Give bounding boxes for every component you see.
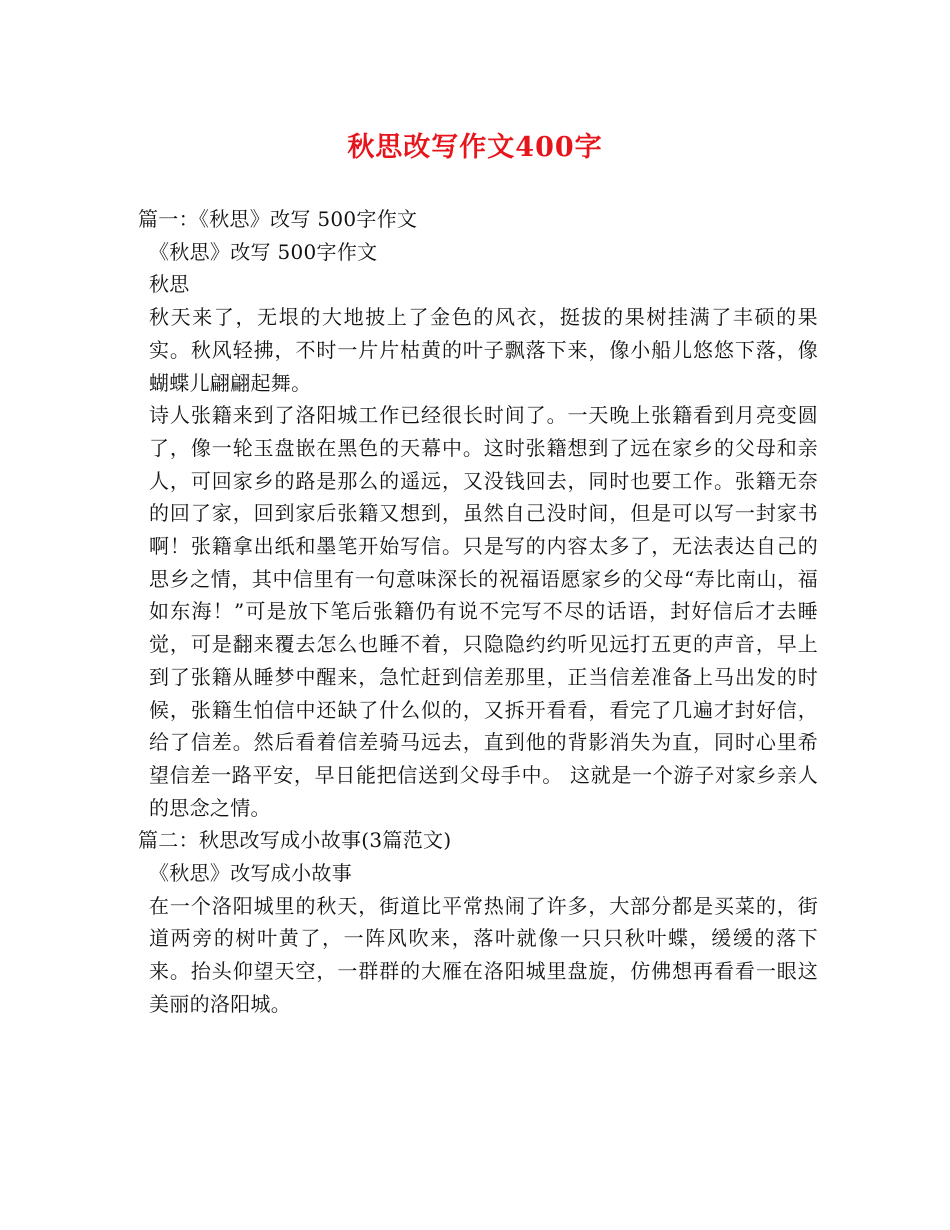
paragraph-text-1: 秋天来了，无垠的大地披上了金色的风衣，挺拔的果树挂满了丰硕的果实。秋风轻拂，不时一片片枯黄的叶子飘落下来，像小船儿悠悠下落，像蝴蝶儿翩翩起舞。 bbox=[149, 305, 818, 395]
paragraph-text-2: 诗人张籍来到了洛阳城工作已经很长时间了。一天晚上张籍看到月亮变圆了，像一轮玉盘嵌在黑色的天幕中。这时张籍想到了远在家乡的父母和亲人，可回家乡的路是那么的遥远，又没钱回去，同时也要工作。张籍无奈的回了家，回到家后张籍又想到，虽然自己没时间，但是可以写一封家书啊！张籍拿出纸和墨笔开始写信。只是写的内容太多了，无法表达自己的思乡之情，其中信里有一句意味深长的祝福语愿家乡的父母“寿比南山，福如东海！”可是放下笔后张籍仍有说不完写不尽的话语，封好信后才去睡觉，可是翻来覆去怎么也睡不着，只隐隐约约听见远打五更的声音，早上到了张籍从睡梦中醒来，急忙赶到信差那里，正当信差准备上马出发的时候，张籍生怕信中还缺了什么似的，又拆开看看，看完了几遍才封好信，给了信差。然后看着信差骑马远去，直到他的背影消失为直，同时心里希望信差一路平安，早日能把信送到父母手中。 这就是一个游子对家乡亲人的思念之情。 bbox=[149, 403, 818, 820]
paragraph-subtitle-1: 《秋思》改写 500字作文 bbox=[149, 239, 378, 264]
document-body bbox=[138, 203, 818, 1021]
paragraph-heading-1: 篇一：《秋思》改写 500字作文 bbox=[138, 207, 418, 231]
paragraph-heading-2: 篇二：秋思改写成小故事(3篇范文) bbox=[138, 828, 452, 853]
paragraph-subtitle-2: 《秋思》改写成小故事 bbox=[149, 861, 352, 886]
document-title: 秋思改写作文400字 bbox=[347, 132, 603, 163]
paragraph-text-3: 在一个洛阳城里的秋天，街道比平常热闹了许多，大部分都是买菜的，街道两旁的树叶黄了，一阵风吹来，落叶就像一只只秋叶蝶，缓缓的落下来。抬头仰望天空，一群群的大雁在洛阳城里盘旋，仿佛想再看看一眼这美丽的洛阳城。 bbox=[149, 893, 818, 1016]
paragraph-poem-title: 秋思 bbox=[149, 272, 190, 297]
